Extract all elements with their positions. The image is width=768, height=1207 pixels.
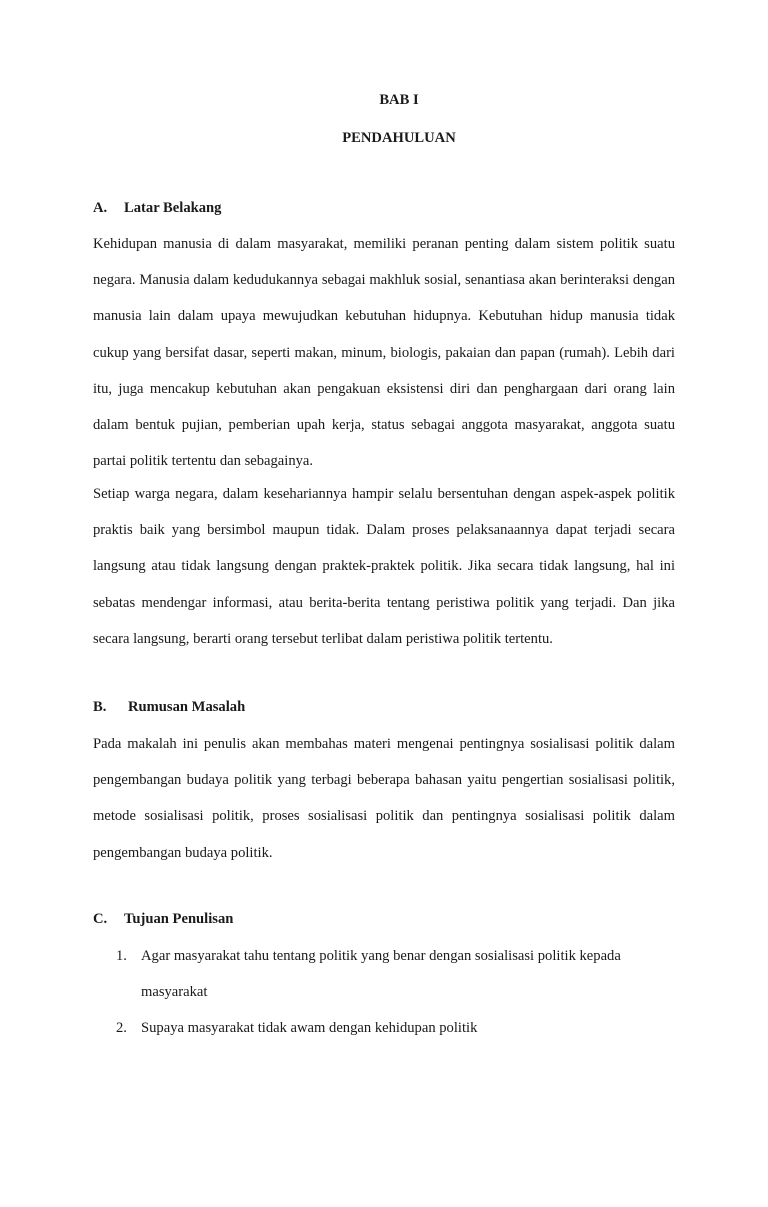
section-a-number: A. [93,200,108,216]
list-item [93,1010,675,1046]
section-c-title: Tujuan Penulisan [124,911,234,927]
section-b-paragraph: Pada makalah ini penulis akan membahas materi mengenai pentingnya sosialisasi politik dalam pengembangan budaya politik yang terbagi beberapa bahasan yaitu pengertian sosialisasi politik, metode sosialisasi politik, proses sosialisasi politik dan pentingnya sosialisasi politik dalam pengembangan budaya politik. [93,736,675,861]
list-item-number: 1. [116,948,127,964]
list-item-text: Supaya masyarakat tidak awam dengan kehidupan politik [141,1020,478,1037]
objectives-list [93,938,675,1047]
section-c-number: C. [93,911,108,927]
section-a-heading [93,200,221,217]
chapter-label: BAB I [379,92,419,108]
section-b-title: Rumusan Masalah [128,699,246,715]
section-a-paragraph-1: Kehidupan manusia di dalam masyarakat, memiliki peranan penting dalam sistem politik suatu negara. Manusia dalam kedudukannya sebagai makhluk sosial, senantiasa akan berinteraksi dengan manusia lain dalam upaya mewujudkan kebutuhan hidupnya. Kebutuhan hidup manusia tidak cukup yang bersifat dasar, seperti makan, minum, biologis, pakaian dan papan (rumah). Lebih dari itu, juga mencakup kebutuhan akan pengakuan eksistensi diri dan penghargaan dari orang lain dalam bentuk pujian, pemberian upah kerja, status sebagai anggota masyarakat, anggota suatu partai politik tertentu dan sebagainya. [93,236,675,470]
list-item [93,938,675,1010]
section-b-heading [93,699,245,716]
section-b-number: B. [93,699,107,715]
section-a-paragraph-2: Setiap warga negara, dalam kesehariannya hampir selalu bersentuhan dengan aspek-aspek politik praktis baik yang bersimbol maupun tidak. Dalam proses pelaksanaannya dapat terjadi secara langsung atau tidak langsung dengan praktek-praktek politik. Jika secara tidak langsung, hal ini sebatas mendengar informasi, atau berita-berita tentang peristiwa politik yang terjadi. Dan jika secara langsung, berarti orang tersebut terlibat dalam peristiwa politik tertentu. [93,486,675,647]
list-item-text: Agar masyarakat tahu tentang politik yang benar dengan sosialisasi politik kepada masyarakat [141,948,621,1001]
section-c-heading [93,911,233,928]
list-item-number: 2. [116,1020,127,1037]
section-a-title: Latar Belakang [124,200,222,216]
chapter-title: PENDAHULUAN [342,130,456,146]
